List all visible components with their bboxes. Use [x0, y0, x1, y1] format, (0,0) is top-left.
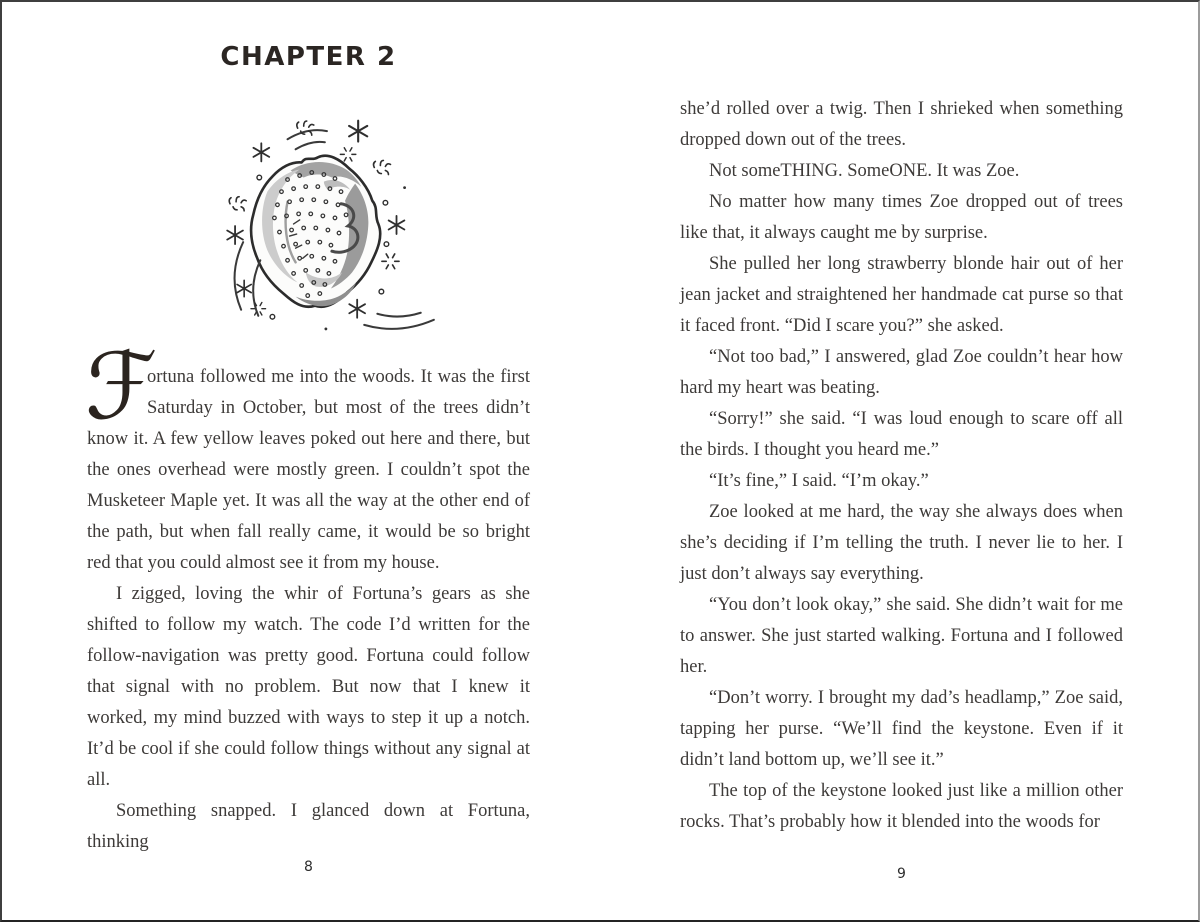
- paragraph-text: ortuna followed me into the woods. It was the first Saturday in October, but most of the trees didn’t know it. A few yellow leaves poked out here and there, but the ones overhead were mostly green. I couldn’t spot the Musketeer Maple yet. It was all the way at the other end of the path, but when fall really came, it would be so bright red that you could almost see it from my house.: [87, 367, 530, 573]
- paragraph: No matter how many times Zoe dropped out of trees like that, it always caught me by surprise.: [680, 192, 1123, 243]
- drop-cap: ℱ: [85, 333, 158, 440]
- page-number-left: 8: [304, 859, 313, 875]
- paragraph: “Not too bad,” I answered, glad Zoe couldn’t hear how hard my heart was beating.: [680, 347, 1123, 398]
- paragraph: “It’s fine,” I said. “I’m okay.”: [709, 471, 929, 491]
- left-page-text: [85, 333, 530, 858]
- paragraph: “You don’t look okay,” she said. She didn’t wait for me to answer. She just started walking. Fortuna and I followed her.: [680, 595, 1123, 677]
- paragraph: She pulled her long strawberry blonde hair out of her jean jacket and straightened her handmade cat purse so that it faced front. “Did I scare you?” she asked.: [680, 254, 1123, 336]
- chapter-heading: CHAPTER 2: [220, 42, 397, 72]
- paragraph: I zigged, loving the whir of Fortuna’s gears as she shifted to follow my watch. The code I’d written for the follow-navigation was pretty good. Fortuna could follow that signal with no problem. But now that I knew it worked, my mind buzzed with ways to step it up a notch. It’d be cool if she could follow things without any signal at all.: [87, 584, 530, 790]
- right-page-text: [680, 94, 1123, 838]
- paragraph: “Don’t worry. I brought my dad’s headlamp,” Zoe said, tapping her purse. “We’ll find the keystone. Even if it didn’t land bottom up, we’ll see it.”: [680, 688, 1123, 770]
- paragraph: Zoe looked at me hard, the way she always does when she’s deciding if I’m telling the truth. I never lie to her. I just don’t always say everything.: [680, 502, 1123, 584]
- paragraph: Not someTHING. SomeONE. It was Zoe.: [709, 161, 1020, 181]
- paragraph: she’d rolled over a twig. Then I shrieked when something dropped down out of the trees.: [680, 99, 1123, 150]
- keystone-rock-illustration: [227, 110, 451, 346]
- page-number-right: 9: [897, 866, 906, 882]
- paragraph: [85, 333, 530, 579]
- paragraph: The top of the keystone looked just like a million other rocks. That’s probably how it blended into the woods for: [680, 781, 1123, 832]
- paragraph: “Sorry!” she said. “I was loud enough to scare off all the birds. I thought you heard me.”: [680, 409, 1123, 460]
- paragraph: Something snapped. I glanced down at Fortuna, thinking: [87, 801, 530, 852]
